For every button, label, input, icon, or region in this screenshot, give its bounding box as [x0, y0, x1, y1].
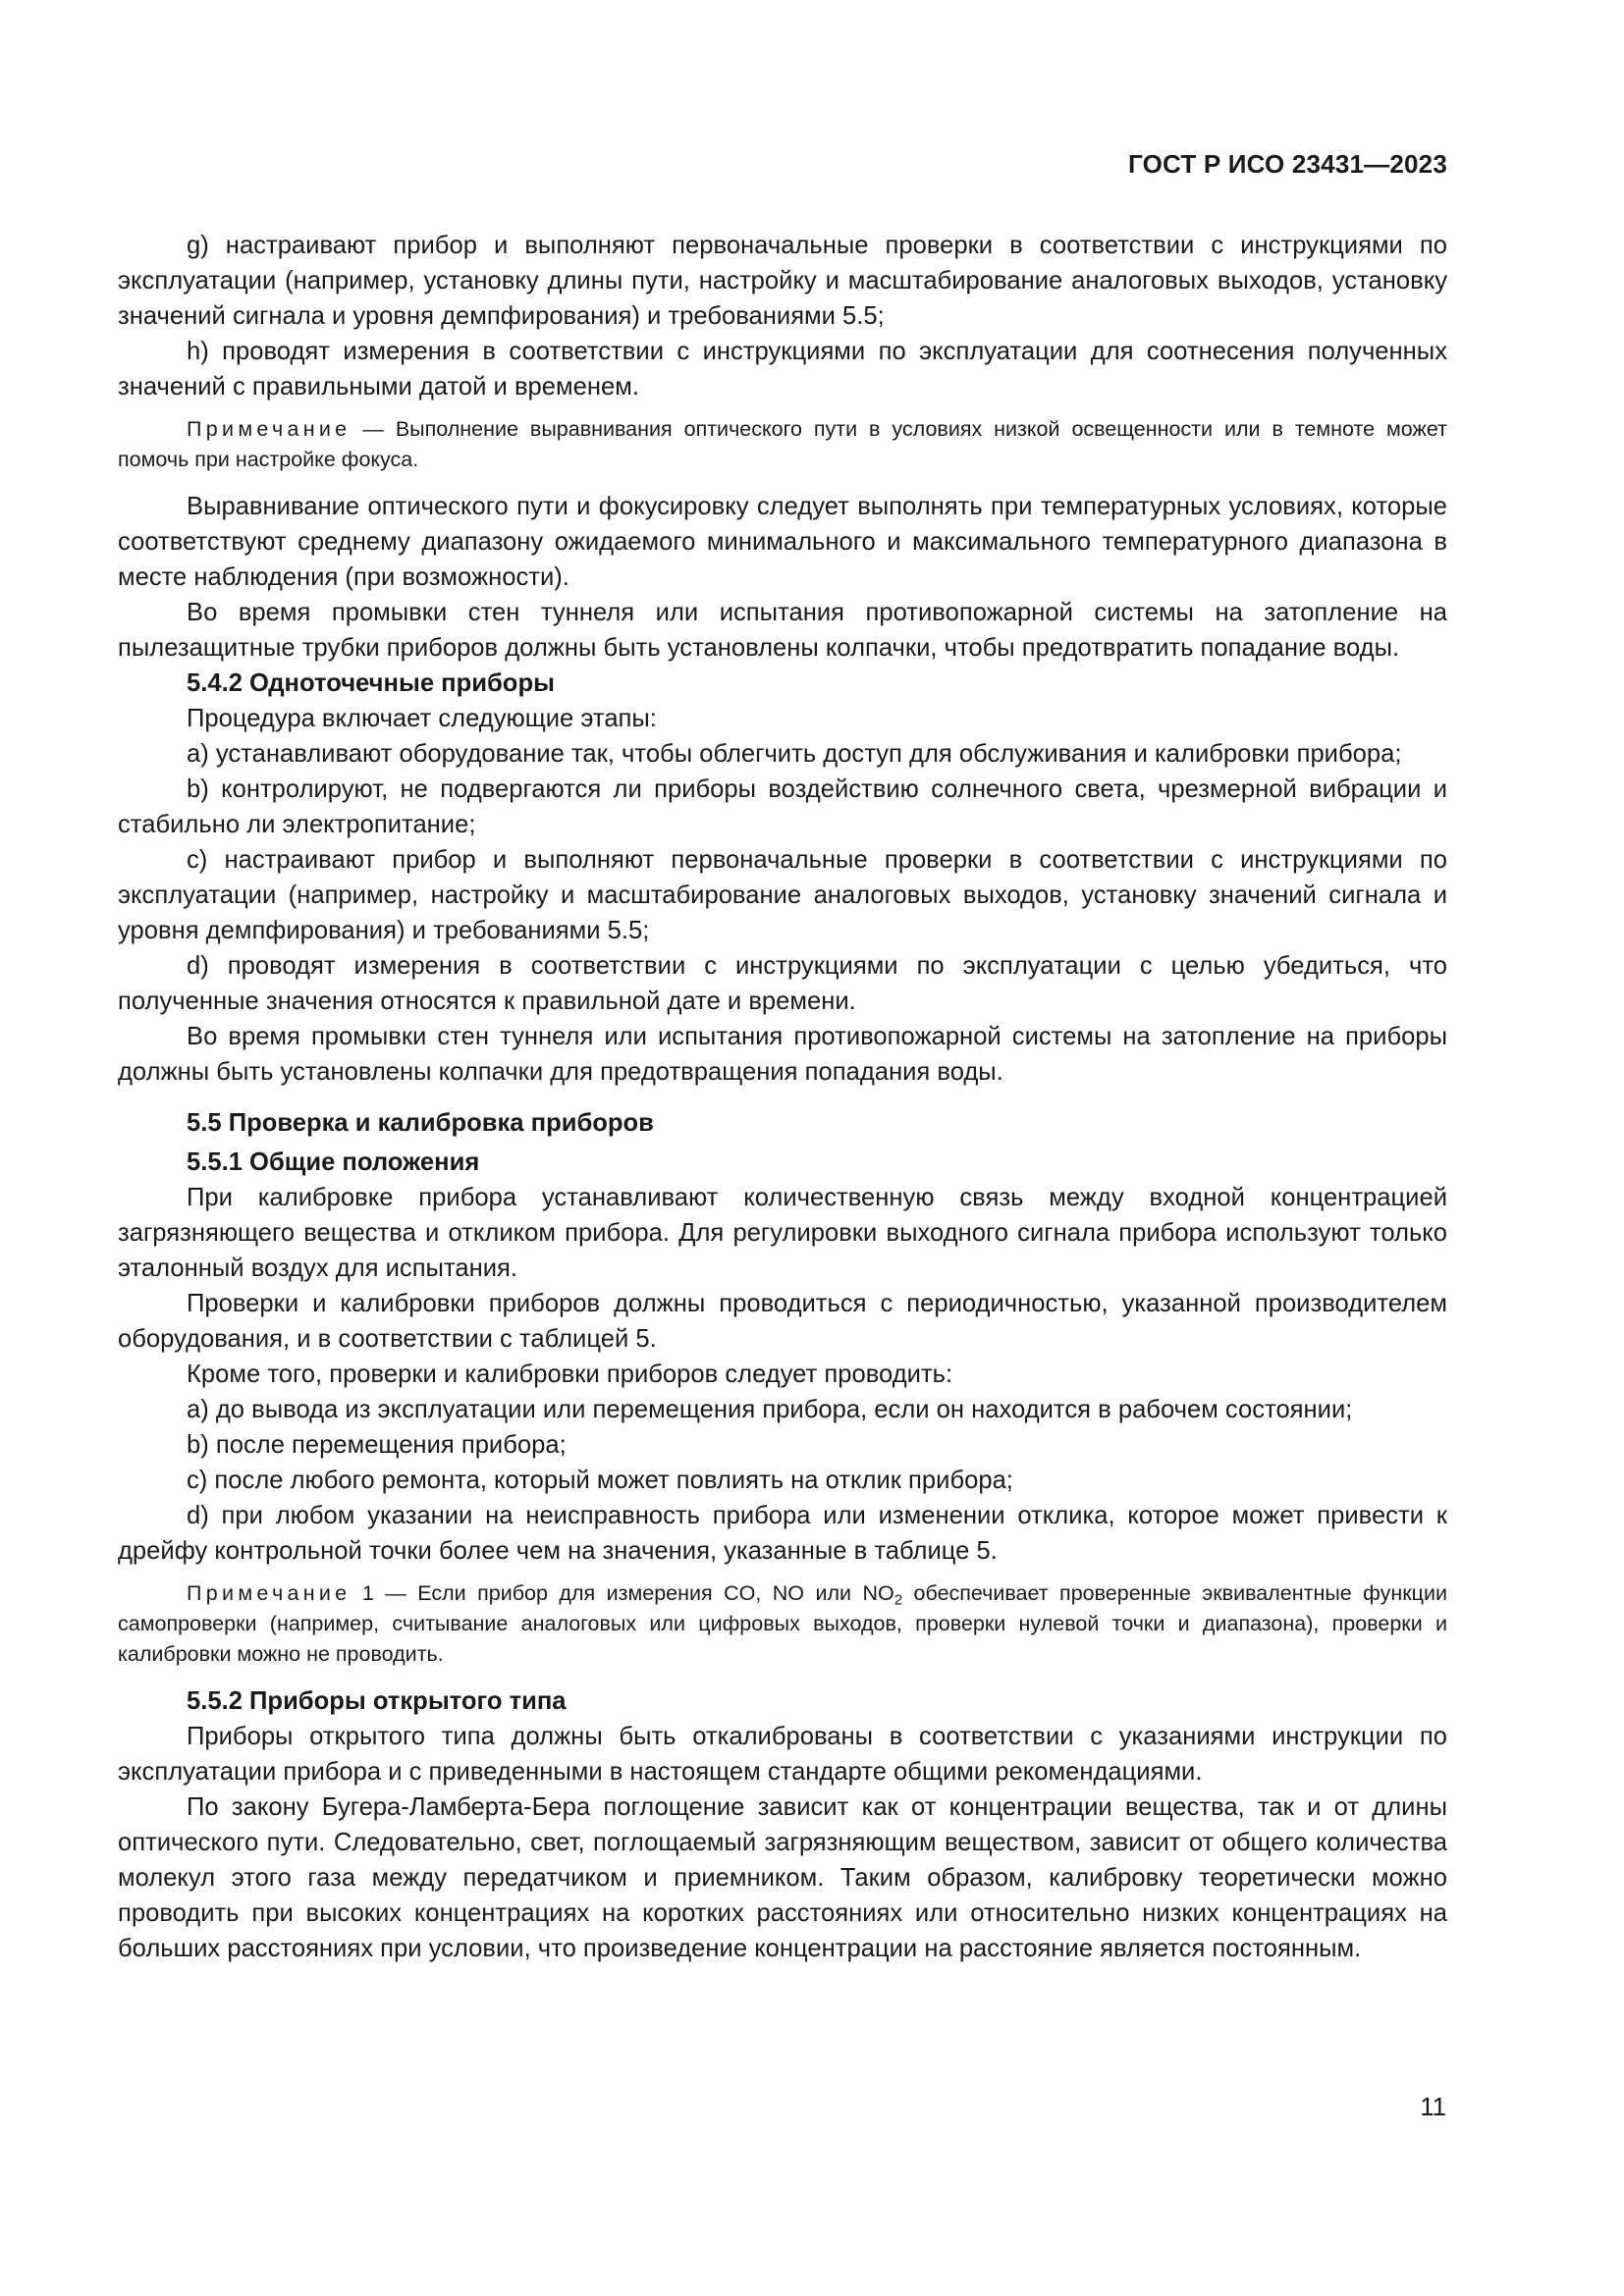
paragraph: Выравнивание оптического пути и фокусировку следует выполнять при температурных условиях, которые соответствуют среднему диапазону ожидаемого минимального и максимального температурного диапазона в месте наблюдения (при возможности).	[118, 493, 1447, 591]
paragraph: Процедура включает следующие этапы:	[187, 705, 657, 732]
list-item-g: g) настраивают прибор и выполняют первоначальные проверки в соответствии с инструкциями по эксплуатации (например, установку длины пути, настройку и масштабирование аналоговых выходов, установку значений сигнала и уровня демпфирования) и требованиями 5.5;	[118, 232, 1447, 330]
list-item-a: a) устанавливают оборудование так, чтобы облегчить доступ для обслуживания и калибровки прибора;	[187, 740, 1402, 768]
note-label: Примечание	[187, 417, 352, 441]
paragraph: Во время промывки стен туннеля или испытания противопожарной системы на затопление на пылезащитные трубки приборов должны быть установлены колпачки, чтобы предотвратить попадание воды.	[118, 599, 1447, 662]
note-label: Примечание	[187, 1581, 352, 1605]
document-code-header: ГОСТ Р ИСО 23431—2023	[1127, 149, 1447, 179]
note	[118, 1578, 1447, 1670]
paragraph: При калибровке прибора устанавливают количественную связь между входной концентрацией загрязняющего вещества и откликом прибора. Для регулировки выходного сигнала прибора используют только эталонный воздух для испытания.	[118, 1184, 1447, 1282]
list-item-b: b) после перемещения прибора;	[187, 1431, 567, 1459]
list-item-a: a) до вывода из эксплуатации или перемещения прибора, если он находится в рабочем состоянии;	[187, 1396, 1353, 1423]
page-number: 11	[1420, 2094, 1446, 2121]
section-heading-5-5: 5.5 Проверка и калибровка приборов	[187, 1109, 654, 1137]
note	[118, 414, 1447, 475]
section-heading-5-5-2: 5.5.2 Приборы открытого типа	[187, 1687, 567, 1715]
paragraph: Приборы открытого типа должны быть откалиброваны в соответствии с указаниями инструкции по эксплуатации прибора и с приведенными в настоящем стандарте общими рекомендациями.	[118, 1723, 1447, 1786]
document-body	[118, 228, 1447, 1966]
list-item-b: b) контролируют, не подвергаются ли приборы воздействию солнечного света, чрезмерной вибрации и стабильно ли электропитание;	[118, 775, 1447, 838]
note-text: обеспечивает проверенные эквивалентные функции самопроверки (например, считывание аналоговых или цифровых выходов, проверки нулевой точки и диапазона), проверки и калибровки можно не проводить.	[118, 1581, 1447, 1666]
list-item-d: d) проводят измерения в соответствии с инструкциями по эксплуатации с целью убедиться, что полученные значения относятся к правильной дате и времени.	[118, 952, 1447, 1015]
paragraph: По закону Бугера-Ламберта-Бера поглощение зависит как от концентрации вещества, так и от длины оптического пути. Следовательно, свет, поглощаемый загрязняющим веществом, зависит от общего количества молекул этого газа между передатчиком и приемником. Таким образом, калибровку теоретически можно проводить при высоких концентрациях на коротких расстояниях или относительно низких концентрациях на больших расстояниях при условии, что произведение концентрации на расстояние является постоянным.	[118, 1793, 1447, 1962]
paragraph: Кроме того, проверки и калибровки приборов следует проводить:	[187, 1361, 953, 1388]
paragraph: Во время промывки стен туннеля или испытания противопожарной системы на затопление на приборы должны быть установлены колпачки для предотвращения попадания воды.	[118, 1023, 1447, 1086]
list-item-c: c) настраивают прибор и выполняют первоначальные проверки в соответствии с инструкциями по эксплуатации (например, настройку и масштабирование аналоговых выходов, установку значений сигнала и уровня демпфирования) и требованиями 5.5;	[118, 846, 1447, 944]
list-item-d: d) при любом указании на неисправность прибора или изменении отклика, которое может привести к дрейфу контрольной точки более чем на значения, указанные в таблице 5.	[118, 1502, 1447, 1565]
note-text: — Выполнение выравнивания оптического пути в условиях низкой освещенности или в темноте может помочь при настройке фокуса.	[118, 417, 1447, 471]
list-item-h: h) проводят измерения в соответствии с инструкциями по эксплуатации для соотнесения полученных значений с правильными датой и временем.	[118, 338, 1447, 400]
section-heading-5-5-1: 5.5.1 Общие положения	[187, 1148, 480, 1176]
subscript: 2	[893, 1591, 903, 1609]
paragraph: Проверки и калибровки приборов должны проводиться с периодичностью, указанной производителем оборудования, и в соответствии с таблицей 5.	[118, 1290, 1447, 1353]
note-text: 1 — Если прибор для измерения CO, NO или NO	[351, 1581, 894, 1605]
section-heading-5-4-2: 5.4.2 Одноточечные приборы	[187, 669, 555, 697]
list-item-c: c) после любого ремонта, который может повлиять на отклик прибора;	[187, 1467, 1013, 1494]
